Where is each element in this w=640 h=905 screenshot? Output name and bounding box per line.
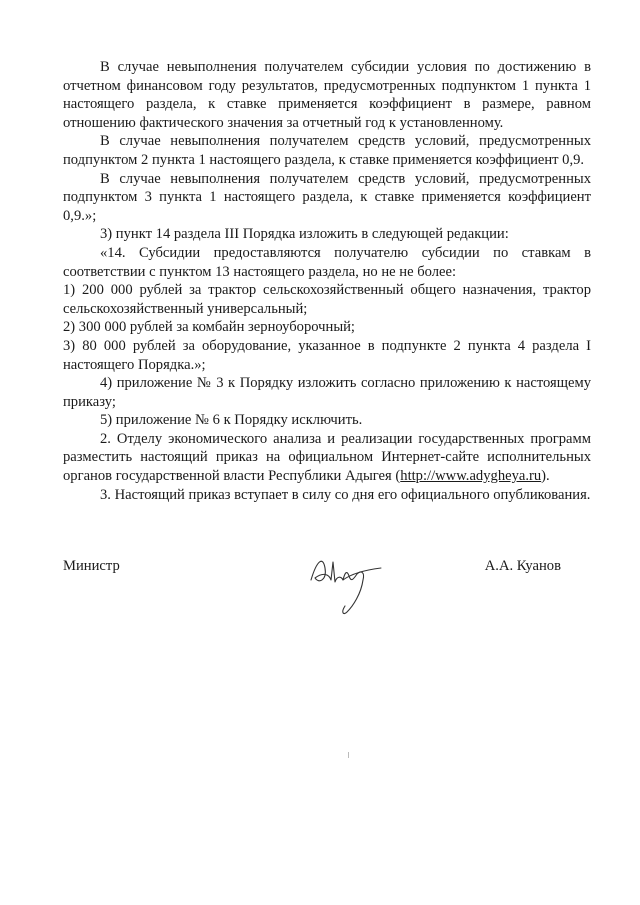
signer-name: А.А. Куанов bbox=[484, 558, 561, 574]
handwritten-signature bbox=[303, 550, 393, 620]
publication-text: 2. Отделу экономического анализа и реализации государственных программ разместить настоящий приказ на официальном Интернет-сайте исполнительных органов государственной власти Республики Адыгея ( bbox=[63, 430, 591, 485]
scan-mark bbox=[348, 752, 349, 758]
paragraph-effective-date: 3. Настоящий приказ вступает в силу со дня его официального опубликования. bbox=[100, 486, 591, 503]
paragraph-item-3: 3) пункт 14 раздела III Порядка изложить в следующей редакции: bbox=[100, 226, 509, 243]
paragraph-subsidy-condition-1: В случае невыполнения получателем субсидии условия по достижению в отчетном финансовом году результатов, предусмотренных подпунктом 1 пункта 1 настоящего раздела, к ставке применяется коэффициент в размере, равном отношению фактического значения за отчетный год к установленному. bbox=[63, 59, 591, 131]
list-item-1: 1) 200 000 рублей за трактор сельскохозяйственный общего назначения, трактор сельскохозяйственный универсальный; bbox=[63, 282, 591, 317]
paragraph-publication bbox=[63, 430, 591, 486]
paragraph-subsidy-condition-3: В случае невыполнения получателем средств условий, предусмотренных подпунктом 3 пункта 1 настоящего раздела, к ставке применяется коэффициент 0,9.»; bbox=[63, 170, 591, 224]
website-link[interactable]: http://www.adygheya.ru bbox=[400, 468, 542, 485]
publication-suffix: ). bbox=[541, 468, 550, 485]
list-item-2: 2) 300 000 рублей за комбайн зерноуборочный; bbox=[63, 319, 355, 336]
paragraph-item-4: 4) приложение № 3 к Порядку изложить согласно приложению к настоящему приказу; bbox=[63, 375, 591, 410]
paragraph-item-5: 5) приложение № 6 к Порядку исключить. bbox=[100, 412, 363, 429]
signature-block bbox=[63, 558, 591, 628]
list-item-3: 3) 80 000 рублей за оборудование, указанное в подпункте 2 пункта 4 раздела I настоящего Порядка.»; bbox=[63, 337, 591, 373]
document-body bbox=[63, 58, 591, 504]
signer-title: Министр bbox=[63, 558, 120, 574]
paragraph-point-14: «14. Субсидии предоставляются получателю субсидии по ставкам в соответствии с пунктом 13 настоящего раздела, но не не более: bbox=[63, 244, 591, 280]
paragraph-subsidy-condition-2: В случае невыполнения получателем средств условий, предусмотренных подпунктом 2 пункта 1 настоящего раздела, к ставке применяется коэффициент 0,9. bbox=[63, 133, 591, 168]
